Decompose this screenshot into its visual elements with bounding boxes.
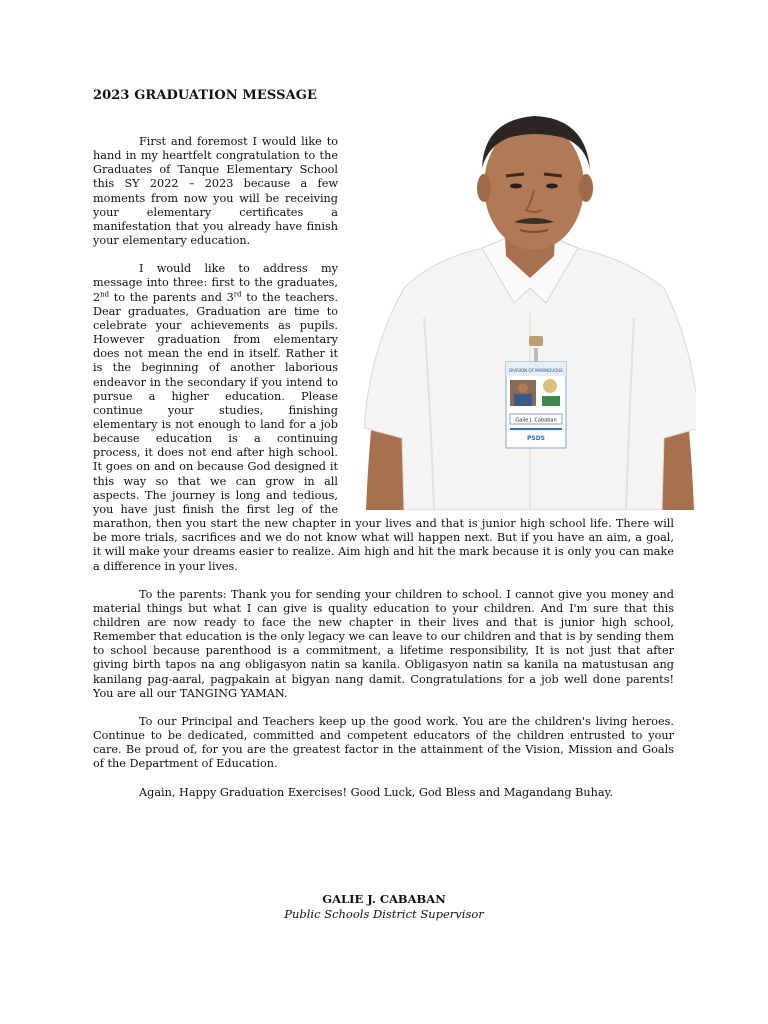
paragraph-teachers-text: To our Principal and Teachers keep up the good work. You are the children's living heroes. Continue to be dedicated, committed and competent educators of the children entrusted to your care. Be proud of, for you are the greatest factor in the attainment of the Vision, Mission and Goals of the Department of Education. <box>93 714 674 771</box>
document-title: 2023 GRADUATION MESSAGE <box>93 88 317 103</box>
paragraph-parents-text: To the parents: Thank you for sending your children to school. I cannot give you money and material things but what I can give is quality education to your children. And I'm sure that this children are now ready to face the new chapter in their lives and that is junior high school, Remember that education is the only legacy we can leave to our children and that is by sending them to school because parenthood is a commitment, a lifetime responsibility, It is not just that after giving birth tapos na ang obligasyon natin sa kanila. Obligasyon natin sa kanila na matustusan ang kanilang pag-aaral, pagpakain at bigyan nang damit. Congratulations for a job well done parents! You are all our TANGING YAMAN. <box>93 587 674 700</box>
id-badge-role: PSDS <box>526 435 546 442</box>
paragraph-graduates-a: I would like to address my message into three: first to the graduates, 2 <box>93 262 338 304</box>
paragraph-closing-text: Again, Happy Graduation Exercises! Good Luck, God Bless and Magandang Buhay. <box>139 785 614 799</box>
paragraph-graduates-b: to the parents and 3 <box>109 290 234 304</box>
paragraph-graduates-c: to the teachers. Dear graduates, Graduation are time to celebrate your achievements as pupils. However graduation from elementary does not mean the end in itself. Rather it is the beginning of another laborious endeavor in the secondary if you intend to pursue a higher education. Please continue your studies, finishing elementary is not enough to land for a job because education is a continuing process, it does not end after high school. It goes on and on because God designed it this way so that we can grow in all aspects. The journey is long and tedious, you have just finish the first leg of the marathon, then you start the new chapter in your lives and that is junior high school life. There will be more trials, sacrifices and we do not know what will happen next. But if you have an aim, a goal, it will make your dreams easier to realize. Aim high and hit the mark because it is only you can make a difference in your lives. <box>93 290 674 573</box>
id-badge-name: Galie J. Cababan <box>515 417 557 424</box>
id-badge-header: DIVISION OF MARINDUQUE <box>509 368 563 373</box>
message-body <box>93 135 674 814</box>
superscript-rd: rd <box>233 289 242 298</box>
signatory-name: GALIE J. CABABAN <box>322 892 446 906</box>
paragraph-closing <box>93 786 674 800</box>
signatory-position: Public Schools District Supervisor <box>284 907 484 921</box>
paragraph-teachers <box>93 715 674 772</box>
photo-wrap-spacer <box>338 135 674 515</box>
paragraph-intro-text: First and foremost I would like to hand in my heartfelt congratulation to the Graduates of Tanque Elementary School this SY 2022 – 2023 because a few moments from now you will be receiving your elementary certificates a manifestation that you already have finish your elementary education. <box>93 135 338 248</box>
paragraph-parents <box>93 588 674 701</box>
superscript-nd: nd <box>100 289 110 298</box>
